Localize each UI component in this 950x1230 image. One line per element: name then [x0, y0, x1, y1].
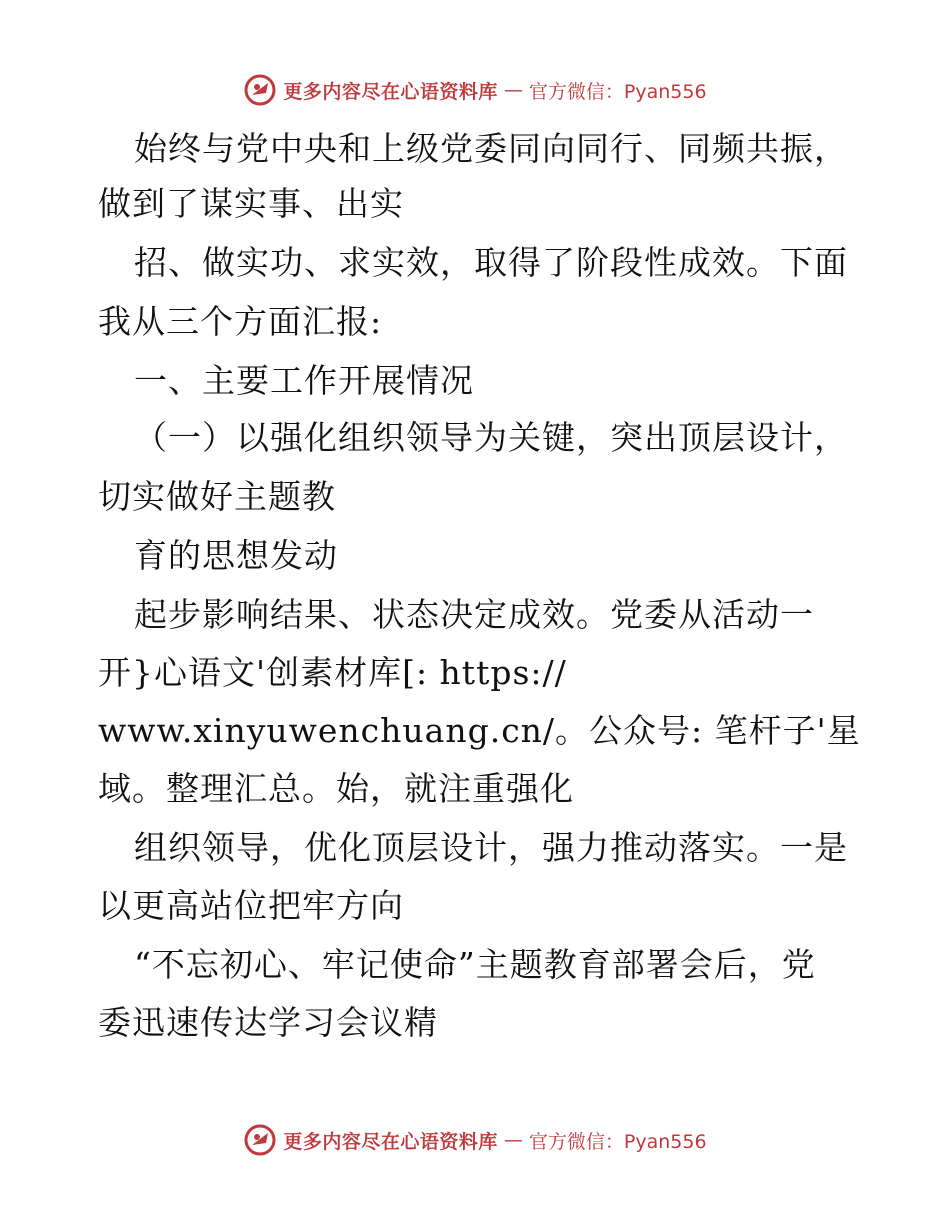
- watermark-left-text: 更多内容尽在心语资料库: [283, 1130, 498, 1153]
- body-line: 育的思想发动: [134, 536, 338, 575]
- body-line: 组织领导，优化顶层设计，强力推动落实。一是: [134, 828, 848, 867]
- body-line: “不忘初心、牢记使命”主题教育部署会后，党: [134, 945, 816, 984]
- watermark-right-text: 官方微信：Pyan556: [528, 80, 707, 103]
- brand-logo-icon: [243, 1123, 277, 1157]
- watermark-separator: —: [503, 79, 523, 101]
- body-line: 起步影响结果、状态决定成效。党委从活动一: [134, 595, 814, 634]
- body-line: 切实做好主题教: [98, 477, 336, 516]
- body-line: 开}心语文'创素材库[: https://: [98, 653, 567, 692]
- watermark-separator: —: [503, 1129, 523, 1151]
- body-line: 委迅速传达学习会议精: [98, 1003, 438, 1042]
- body-line: 以更高站位把牢方向: [98, 886, 404, 925]
- body-line: 招、做实功、求实效，取得了阶段性成效。下面: [134, 243, 848, 282]
- body-line: 始终与党中央和上级党委同向同行、同频共振，: [134, 129, 848, 168]
- body-line: 域。整理汇总。始，就注重强化: [98, 769, 574, 808]
- body-line: www.xinyuwenchuang.cn/。公众号: 笔杆子'星: [98, 711, 861, 750]
- footer-watermark: [0, 1120, 950, 1160]
- brand-logo-icon: [243, 73, 277, 107]
- watermark-left-text: 更多内容尽在心语资料库: [283, 80, 498, 103]
- header-watermark: [0, 70, 950, 110]
- subsection-heading: （一）以强化组织领导为关键，突出顶层设计，: [134, 418, 848, 457]
- watermark-right-text: 官方微信：Pyan556: [528, 1130, 707, 1153]
- section-heading: 一、主要工作开展情况: [134, 361, 474, 400]
- body-line: 做到了谋实事、出实: [98, 184, 404, 223]
- body-line: 我从三个方面汇报:: [98, 302, 383, 341]
